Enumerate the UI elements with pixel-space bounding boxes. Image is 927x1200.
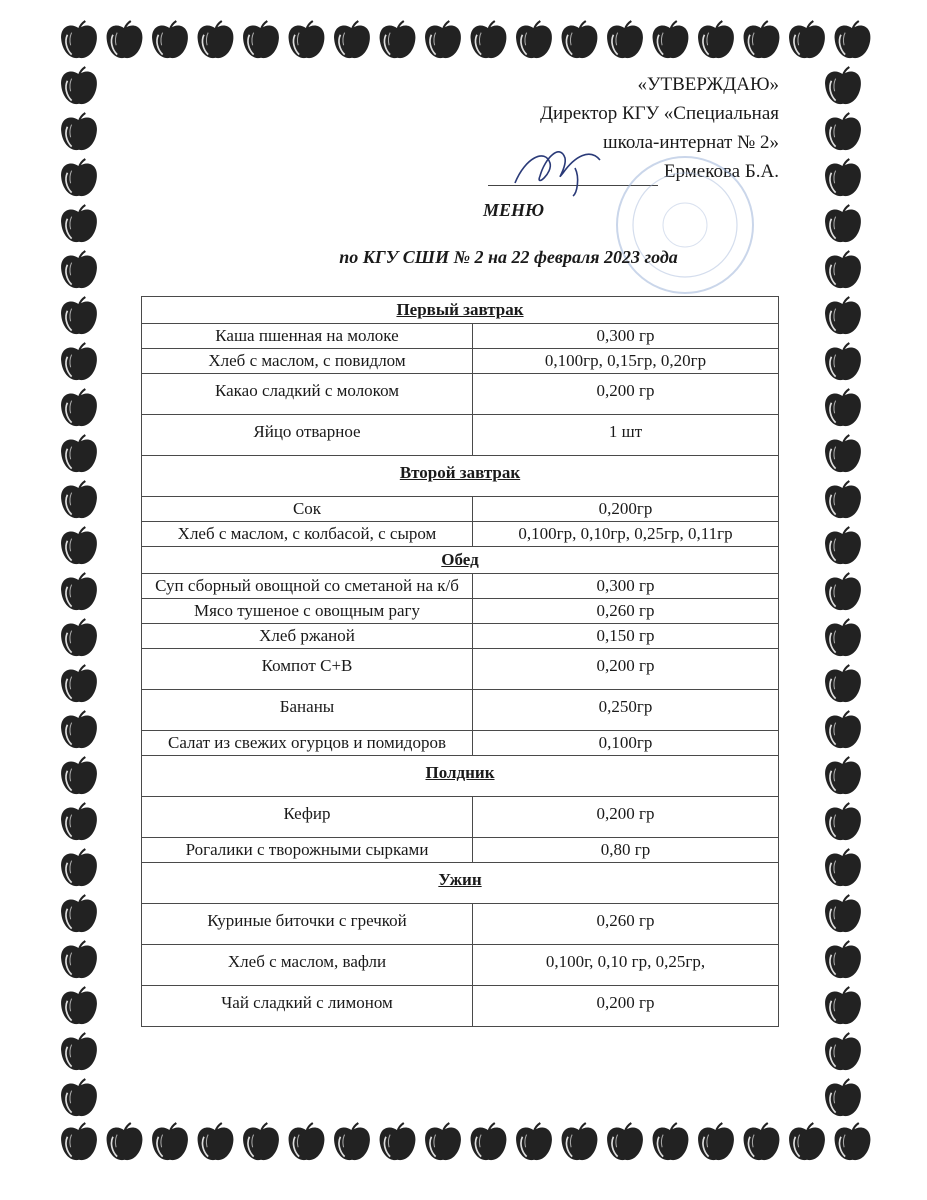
- apple-icon: [61, 1033, 97, 1070]
- apple-icon: [471, 1123, 507, 1160]
- apple-icon: [380, 21, 416, 58]
- dish-amount: 0,200 гр: [473, 374, 779, 415]
- apple-icon: [825, 619, 861, 656]
- apple-icon: [334, 21, 370, 58]
- section-heading: Полдник: [142, 756, 779, 797]
- apple-icon: [61, 849, 97, 886]
- menu-table: [141, 296, 779, 1027]
- table-row: [142, 415, 779, 456]
- apple-icon: [107, 21, 143, 58]
- apple-icon: [516, 1123, 552, 1160]
- apple-icon: [425, 21, 461, 58]
- apple-icon: [61, 113, 97, 150]
- apple-icon: [61, 1079, 97, 1116]
- apple-icon: [61, 297, 97, 334]
- apple-icon: [61, 343, 97, 380]
- apple-icon: [61, 21, 97, 58]
- dish-amount: 0,200 гр: [473, 797, 779, 838]
- apple-icon: [825, 67, 861, 104]
- table-row: [142, 522, 779, 547]
- dish-name: Каша пшенная на молоке: [142, 324, 473, 349]
- dish-amount: 0,300 гр: [473, 324, 779, 349]
- table-row: [142, 797, 779, 838]
- dish-amount: 0,260 гр: [473, 599, 779, 624]
- dish-amount: 0,100гр, 0,15гр, 0,20гр: [473, 349, 779, 374]
- apple-icon: [61, 665, 97, 702]
- dish-name: Сок: [142, 497, 473, 522]
- section-heading: Второй завтрак: [142, 456, 779, 497]
- approval-position: Директор КГУ «Специальная: [540, 103, 779, 124]
- dish-name: Хлеб ржаной: [142, 624, 473, 649]
- apple-icon: [825, 389, 861, 426]
- dish-amount: 0,250гр: [473, 690, 779, 731]
- apple-icon: [825, 987, 861, 1024]
- apple-icon: [562, 1123, 598, 1160]
- apple-icon: [61, 435, 97, 472]
- apple-icon: [825, 343, 861, 380]
- apple-icon: [61, 573, 97, 610]
- dish-name: Хлеб с маслом, с колбасой, с сыром: [142, 522, 473, 547]
- dish-name: Бананы: [142, 690, 473, 731]
- stamp-seal: [610, 150, 760, 300]
- table-row: [142, 574, 779, 599]
- table-row: [142, 649, 779, 690]
- apple-icon: [825, 849, 861, 886]
- apple-icon: [243, 1123, 279, 1160]
- table-row: [142, 904, 779, 945]
- dish-amount: 0,300 гр: [473, 574, 779, 599]
- apple-icon: [152, 21, 188, 58]
- apple-icon: [789, 1123, 825, 1160]
- apple-icon: [61, 711, 97, 748]
- apple-icon: [61, 159, 97, 196]
- dish-amount: 0,100гр: [473, 731, 779, 756]
- table-row: [142, 838, 779, 863]
- signature-scribble: [505, 138, 615, 198]
- apple-icon: [835, 21, 871, 58]
- apple-icon: [243, 21, 279, 58]
- dish-name: Хлеб с маслом, с повидлом: [142, 349, 473, 374]
- apple-icon: [61, 619, 97, 656]
- table-row: [142, 945, 779, 986]
- dish-name: Компот С+В: [142, 649, 473, 690]
- apple-icon: [825, 435, 861, 472]
- table-row: [142, 690, 779, 731]
- dish-name: Мясо тушеное с овощным рагу: [142, 599, 473, 624]
- apple-icon: [61, 527, 97, 564]
- apple-icon: [61, 67, 97, 104]
- apple-icon: [107, 1123, 143, 1160]
- dish-name: Какао сладкий с молоком: [142, 374, 473, 415]
- apple-icon: [698, 21, 734, 58]
- apple-icon: [825, 665, 861, 702]
- table-row: [142, 324, 779, 349]
- apple-icon: [825, 1079, 861, 1116]
- apple-icon: [825, 481, 861, 518]
- apple-icon: [289, 1123, 325, 1160]
- apple-icon: [61, 895, 97, 932]
- apple-icon: [61, 803, 97, 840]
- apple-icon: [825, 711, 861, 748]
- dish-name: Суп сборный овощной со сметаной на к/б: [142, 574, 473, 599]
- apple-icon: [825, 527, 861, 564]
- dish-name: Рогалики с творожными сырками: [142, 838, 473, 863]
- apple-icon: [334, 1123, 370, 1160]
- apple-icon: [825, 159, 861, 196]
- dish-amount: 0,80 гр: [473, 838, 779, 863]
- apple-icon: [61, 389, 97, 426]
- section-heading: Обед: [142, 547, 779, 574]
- apple-icon: [653, 21, 689, 58]
- dish-amount: 0,260 гр: [473, 904, 779, 945]
- apple-icon: [744, 21, 780, 58]
- apple-icon: [61, 987, 97, 1024]
- apple-icon: [825, 757, 861, 794]
- dish-name: Яйцо отварное: [142, 415, 473, 456]
- table-row: [142, 624, 779, 649]
- apple-icon: [825, 573, 861, 610]
- apple-icon: [835, 1123, 871, 1160]
- dish-amount: 0,200 гр: [473, 986, 779, 1027]
- apple-icon: [607, 1123, 643, 1160]
- table-row: [142, 374, 779, 415]
- table-row: [142, 599, 779, 624]
- apple-icon: [152, 1123, 188, 1160]
- dish-amount: 0,100г, 0,10 гр, 0,25гр,: [473, 945, 779, 986]
- section-heading: Первый завтрак: [142, 297, 779, 324]
- dish-amount: 0,200гр: [473, 497, 779, 522]
- dish-amount: 0,200 гр: [473, 649, 779, 690]
- apple-icon: [380, 1123, 416, 1160]
- apple-icon: [425, 1123, 461, 1160]
- approval-heading: «УТВЕРЖДАЮ»: [637, 74, 779, 95]
- apple-icon: [825, 803, 861, 840]
- dish-name: Хлеб с маслом, вафли: [142, 945, 473, 986]
- table-row: [142, 986, 779, 1027]
- apple-icon: [61, 757, 97, 794]
- apple-icon: [562, 21, 598, 58]
- apple-icon: [198, 1123, 234, 1160]
- apple-icon: [825, 113, 861, 150]
- apple-icon: [825, 895, 861, 932]
- apple-icon: [744, 1123, 780, 1160]
- apple-icon: [516, 21, 552, 58]
- approval-organization: школа-интернат № 2»: [602, 132, 779, 153]
- apple-icon: [61, 1123, 97, 1160]
- signer-name: Ермекова Б.А.: [663, 161, 779, 182]
- apple-icon: [825, 297, 861, 334]
- section-heading: Ужин: [142, 863, 779, 904]
- apple-icon: [825, 941, 861, 978]
- apple-icon: [61, 481, 97, 518]
- apple-icon: [607, 21, 643, 58]
- dish-name: Салат из свежих огурцов и помидоров: [142, 731, 473, 756]
- dish-amount: 0,100гр, 0,10гр, 0,25гр, 0,11гр: [473, 522, 779, 547]
- apple-icon: [653, 1123, 689, 1160]
- table-row: [142, 731, 779, 756]
- apple-icon: [198, 21, 234, 58]
- apple-icon: [698, 1123, 734, 1160]
- dish-amount: 0,150 гр: [473, 624, 779, 649]
- dish-name: Куриные биточки с гречкой: [142, 904, 473, 945]
- dish-name: Кефир: [142, 797, 473, 838]
- apple-icon: [825, 1033, 861, 1070]
- apple-icon: [471, 21, 507, 58]
- dish-name: Чай сладкий с лимоном: [142, 986, 473, 1027]
- apple-icon: [61, 941, 97, 978]
- table-row: [142, 349, 779, 374]
- menu-title: МЕНЮ: [482, 200, 545, 220]
- apple-icon: [289, 21, 325, 58]
- apple-icon: [789, 21, 825, 58]
- dish-amount: 1 шт: [473, 415, 779, 456]
- table-row: [142, 497, 779, 522]
- menu-subtitle: по КГУ СШИ № 2 на 22 февраля 2023 года: [339, 247, 678, 267]
